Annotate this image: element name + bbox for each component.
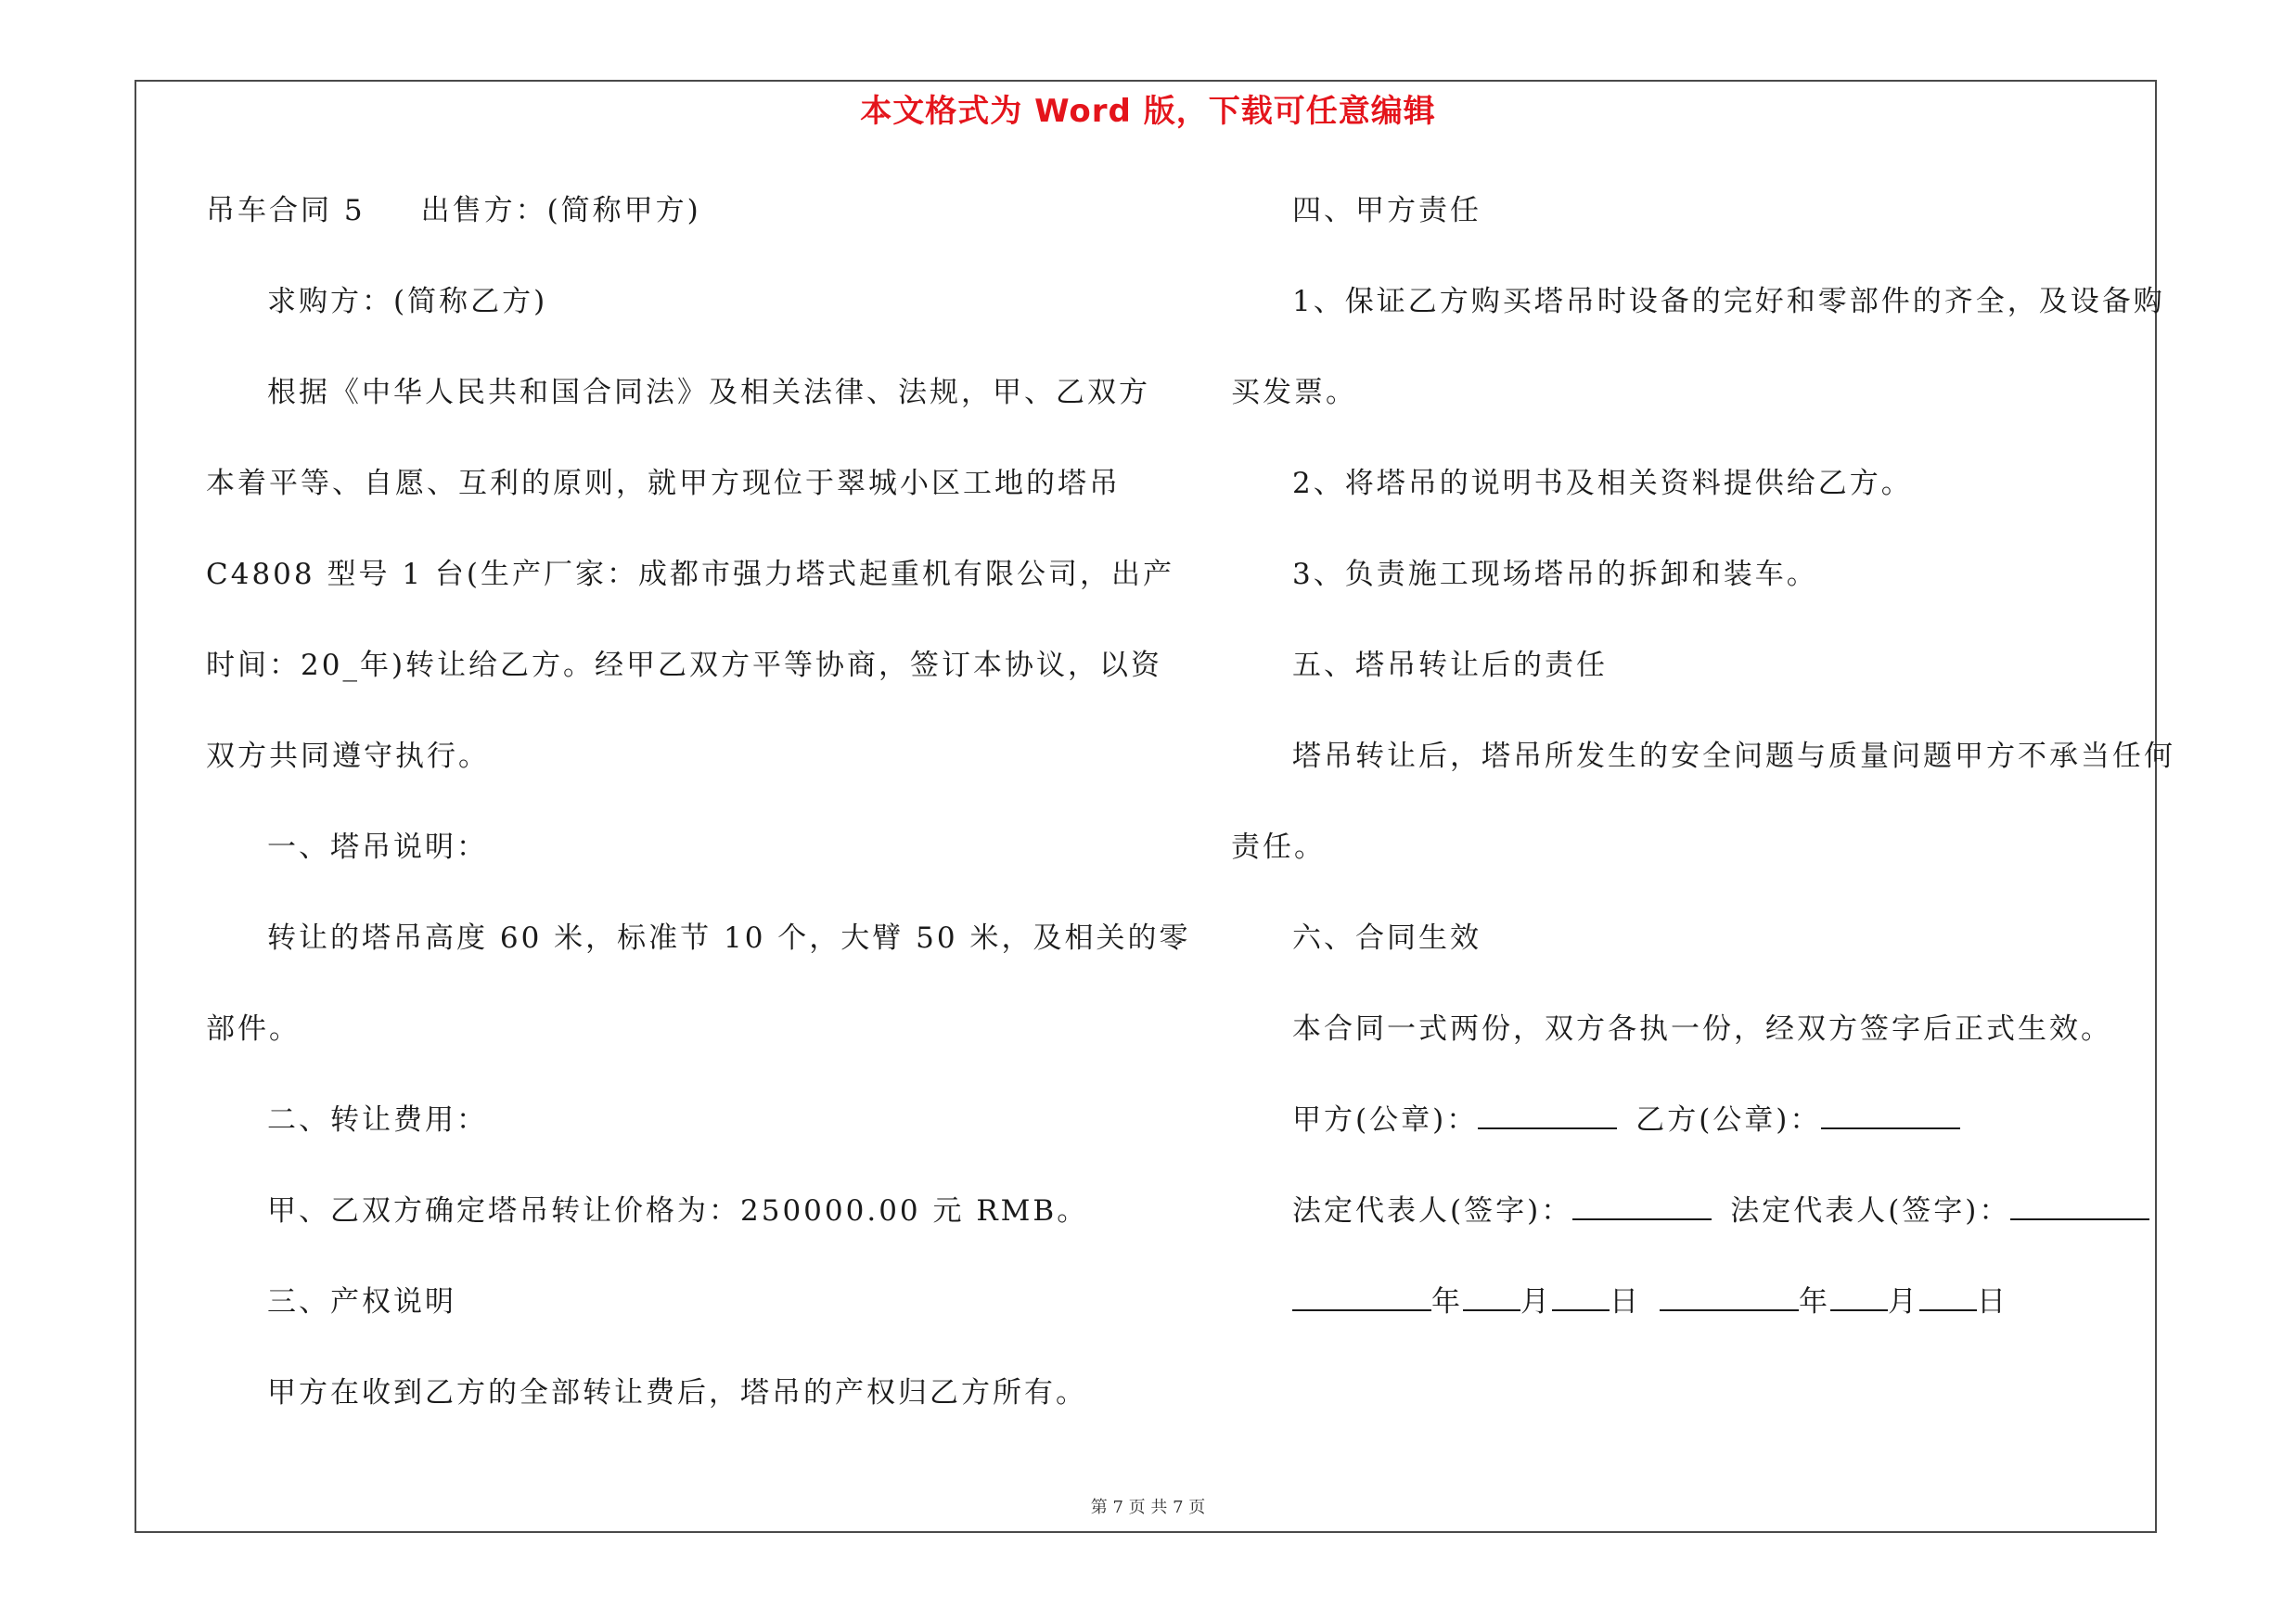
section2-body: 甲、乙双方确定塔吊转让价格为：250000.00 元 RMB。 xyxy=(267,1194,1089,1228)
section1-body-1: 转让的塔吊高度 60 米，标准节 10 个，大臂 50 米，及相关的零 xyxy=(267,921,1191,955)
rep-a-blank xyxy=(1572,1191,1712,1220)
section4-item1-line1: 1、保证乙方购买塔吊时设备的完好和零部件的齐全，及设备购 xyxy=(1292,285,2165,318)
date-a-month-blank xyxy=(1463,1282,1520,1311)
section2-heading: 二、转让费用： xyxy=(267,1103,488,1137)
seal-line xyxy=(1231,1091,2159,1182)
date-b-day-blank xyxy=(1919,1282,1977,1311)
title-line xyxy=(206,182,1134,273)
date-a-year-blank xyxy=(1292,1282,1431,1311)
date-a-month-label: 月 xyxy=(1520,1285,1552,1319)
section4-item1-line2: 买发票。 xyxy=(1231,376,1357,409)
section1-body-2: 部件。 xyxy=(206,1012,301,1046)
rep-a-label: 法定代表人(签字)： xyxy=(1292,1194,1573,1228)
section5-body-1: 塔吊转让后，塔吊所发生的安全问题与质量问题甲方不承当任何 xyxy=(1292,740,2175,773)
page-number: 第 7 页 共 7 页 xyxy=(1090,1498,1206,1517)
party-a-seal-label: 甲方(公章)： xyxy=(1292,1103,1479,1137)
representative-line xyxy=(1231,1182,2159,1273)
rep-b-blank xyxy=(2010,1191,2149,1220)
date-b-year-blank xyxy=(1660,1282,1799,1311)
left-column xyxy=(206,182,1191,1455)
section1-heading: 一、塔吊说明： xyxy=(267,831,488,864)
buyer-label: 求购方：(简称乙方) xyxy=(267,285,548,318)
section4-heading: 四、甲方责任 xyxy=(1292,194,1481,227)
contract-title: 吊车合同 5 xyxy=(206,194,366,227)
date-a-day-label: 日 xyxy=(1610,1285,1641,1319)
date-a-day-blank xyxy=(1552,1282,1610,1311)
date-line xyxy=(1231,1273,2159,1364)
party-b-seal-blank xyxy=(1821,1100,1960,1129)
section4-item2: 2、将塔吊的说明书及相关资料提供给乙方。 xyxy=(1292,467,1913,500)
party-b-seal-label: 乙方(公章)： xyxy=(1635,1103,1822,1137)
date-b-month-label: 月 xyxy=(1888,1285,1919,1319)
section3-body: 甲方在收到乙方的全部转让费后，塔吊的产权归乙方所有。 xyxy=(267,1376,1087,1410)
section6-heading: 六、合同生效 xyxy=(1292,921,1481,955)
section5-body-2: 责任。 xyxy=(1231,831,1326,864)
date-b-year-label: 年 xyxy=(1799,1285,1830,1319)
intro-line-3: C4808 型号 1 台(生产厂家：成都市强力塔式起重机有限公司，出产 xyxy=(206,558,1174,591)
intro-line-4: 时间：20_年)转让给乙方。经甲乙双方平等协商，签订本协议，以资 xyxy=(206,649,1163,682)
intro-line-1: 根据《中华人民共和国合同法》及相关法律、法规，甲、乙双方 xyxy=(267,376,1150,409)
seller-label: 出售方：(简称甲方) xyxy=(420,194,701,227)
date-b-day-label: 日 xyxy=(1977,1285,2008,1319)
section4-item3: 3、负责施工现场塔吊的拆卸和装车。 xyxy=(1292,558,1818,591)
right-column xyxy=(1231,182,2175,1364)
section6-body: 本合同一式两份，双方各执一份，经双方签字后正式生效。 xyxy=(1292,1012,2112,1046)
section5-heading: 五、塔吊转让后的责任 xyxy=(1292,649,1608,682)
section3-heading: 三、产权说明 xyxy=(267,1285,456,1319)
intro-line-5: 双方共同遵守执行。 xyxy=(206,740,490,773)
rep-b-label: 法定代表人(签字)： xyxy=(1730,1194,2011,1228)
date-a-year-label: 年 xyxy=(1431,1285,1463,1319)
date-b-month-blank xyxy=(1830,1282,1888,1311)
intro-line-2: 本着平等、自愿、互利的原则，就甲方现位于翠城小区工地的塔吊 xyxy=(206,467,1121,500)
format-banner: 本文格式为 Word 版，下载可任意编辑 xyxy=(860,93,1436,130)
party-a-seal-blank xyxy=(1478,1100,1617,1129)
